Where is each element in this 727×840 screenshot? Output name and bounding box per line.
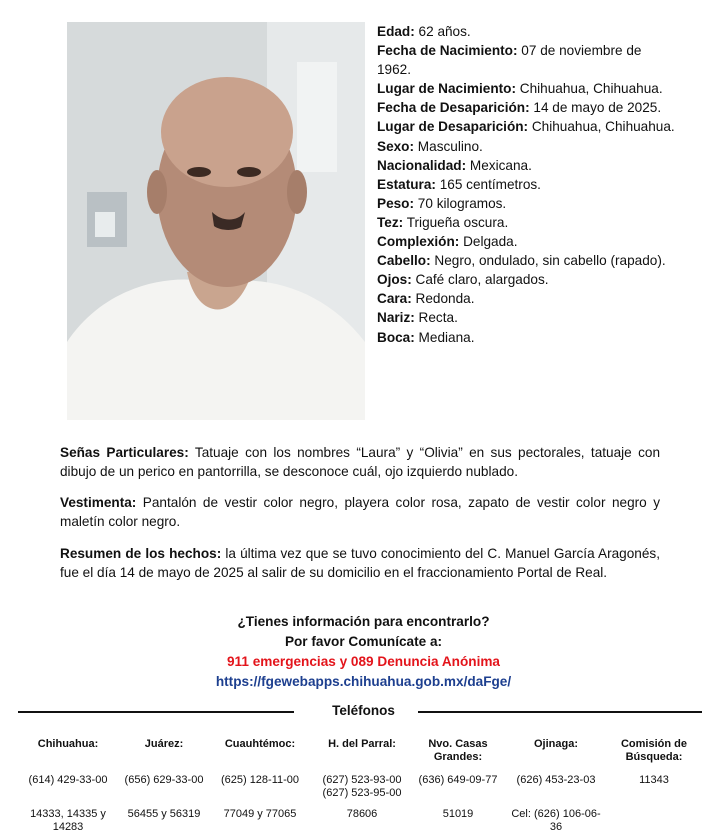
detail-label: Lugar de Nacimiento: [377,81,516,97]
detail-row [377,117,677,136]
detail-row [377,175,677,194]
detail-row [377,232,677,251]
phone-col-ext: 77049 y 77065 [223,808,297,820]
detail-label: Peso: [377,195,415,211]
phones-title: Teléfonos [332,703,395,718]
detail-value: Mediana. [414,329,475,345]
detail-row [377,270,677,289]
phone-col-main: (627) 523-93-00 (627) 523-95-00 [322,774,402,799]
phone-col-main: 11343 [639,774,669,786]
detail-value: 70 kilogramos. [414,195,507,211]
details-list [377,22,677,347]
detail-row [377,251,677,270]
detail-label: Edad: [377,24,415,39]
detail-row [377,41,677,79]
phone-col-parral [312,738,412,820]
missing-person-photo [67,22,365,420]
report-link[interactable]: https://fgewebapps.chihuahua.gob.mx/daFge/ [215,674,512,689]
detail-label: Complexión: [377,234,460,250]
detail-row [377,156,677,175]
phone-col-header: Nvo. Casas Grandes: [428,738,488,763]
detail-value: Mexicana. [466,157,532,173]
detail-row [377,289,677,308]
detail-label: Boca: [377,329,415,345]
detail-label: Ojos: [377,272,412,288]
detail-value: 14 de mayo de 2025. [529,100,662,116]
contact-call-to-action [0,612,727,692]
detail-value: Masculino. [414,138,483,154]
detail-label: Tez: [377,214,404,230]
phone-col-cuauhtemoc [212,738,308,820]
detail-row [377,98,677,117]
phone-col-main: (656) 629-33-00 [124,774,204,786]
senas-particulares: Señas Particulares: Tatuaje con los nombres “Laura” y “Olivia” en sus pectorales, tatuaje con dibujo de un perico en pantorrilla, se desconoce cuál, ojo izquierdo nublado. [60,445,661,479]
phone-col-header: H. del Parral: [328,738,396,750]
detail-value: 62 años. [414,24,471,39]
phone-col-main: (636) 649-09-77 [418,774,498,786]
phone-col-ext: 14333, 14335 y 14283 [30,808,106,833]
phone-col-main: (626) 453-23-03 [516,774,596,786]
phone-col-chihuahua [20,738,116,833]
person-photo-illustration [67,22,365,420]
phone-col-header: Chihuahua: [37,738,99,750]
detail-row [377,22,677,41]
phone-col-ext: 56455 y 56319 [127,808,201,820]
phone-col-header: Ojinaga: [533,738,578,750]
detail-label: Fecha de Nacimiento: [377,43,518,59]
detail-value: Chihuahua, Chihuahua. [515,81,663,97]
detail-row [377,194,677,213]
phone-col-ext: 51019 [442,808,474,820]
phone-col-header: Cuauhtémoc: [224,738,296,750]
detail-row [377,137,677,156]
detail-label: Nacionalidad: [377,157,467,173]
phone-col-casas-grandes [412,738,504,820]
phone-col-main: (614) 429-33-00 [28,774,108,786]
detail-label: Nariz: [377,310,415,326]
detail-value: 07 de noviembre de 1962. [377,43,642,78]
detail-label: Lugar de Desaparición: [377,119,529,135]
divider-right [418,711,702,713]
detail-row [377,308,677,327]
phone-col-juarez [116,738,212,820]
phone-col-main: (625) 128-11-00 [220,774,300,786]
emergency-numbers: 911 emergencias y 089 Denuncia Anónima [226,654,500,669]
detail-label: Fecha de Desaparición: [377,100,530,116]
detail-value: Redonda. [411,291,475,307]
phone-col-comision [606,738,702,786]
detail-value: Café claro, alargados. [411,272,549,288]
detail-label: Cara: [377,291,412,307]
cta-contact: Por favor Comunícate a: [284,634,443,649]
detail-value: Delgada. [459,234,518,250]
phone-col-ext: Cel: (626) 106-06-36 [511,808,601,833]
detail-label: Estatura: [377,176,436,192]
phone-col-header: Comisión de Búsqueda: [620,738,687,763]
detail-value: 165 centímetros. [435,176,541,192]
detail-row [377,213,677,232]
phone-col-ext: 78606 [346,808,378,820]
phone-col-ojinaga [508,738,604,833]
detail-value: Negro, ondulado, sin cabello (rapado). [430,253,666,269]
resumen-hechos: Resumen de los hechos: la última vez que se tuvo conocimiento del C. Manuel García Aragonés, fue el día 14 de mayo de 2025 al salir de su domicilio en el fraccionamiento Portal de Real. [60,546,660,580]
detail-value: Trigueña oscura. [403,214,509,230]
detail-row [377,79,677,98]
detail-value: Chihuahua, Chihuahua. [528,119,675,135]
detail-label: Sexo: [377,138,415,154]
detail-label: Cabello: [377,253,431,269]
vestimenta: Vestimenta: Pantalón de vestir color negro, playera color rosa, zapato de vestir color negro y maletín color negro. [60,495,660,529]
detail-value: Recta. [414,310,458,326]
detail-row [377,328,677,347]
phone-col-header: Juárez: [144,738,184,750]
cta-question: ¿Tienes información para encontrarlo? [237,614,490,629]
